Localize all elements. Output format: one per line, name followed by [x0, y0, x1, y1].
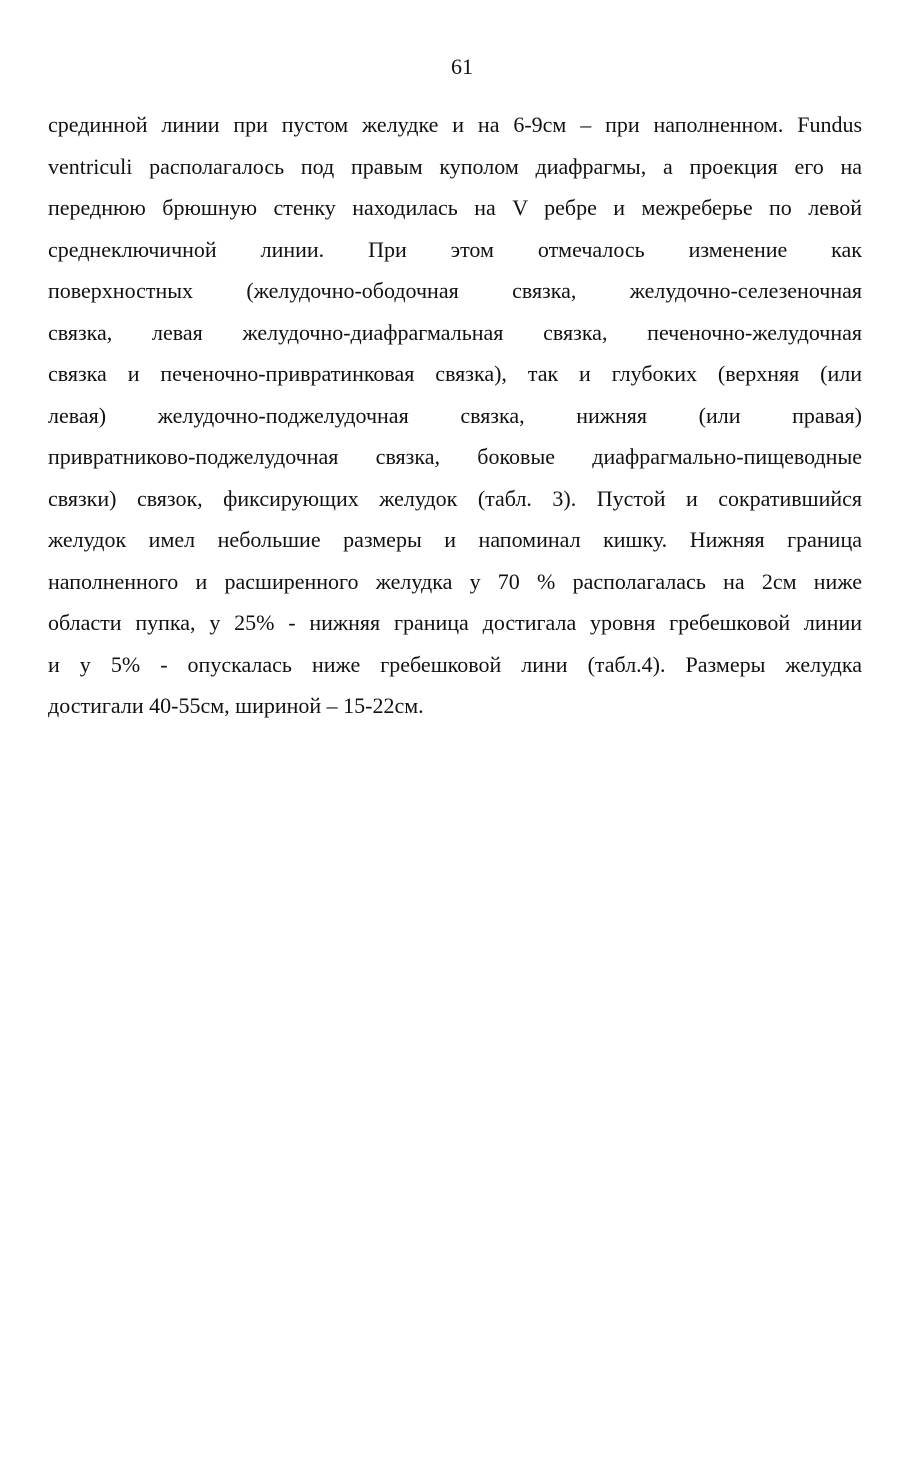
text-line: наполненного и расширенного желудка у 70 % располагалась на 2см ниже — [48, 568, 862, 594]
text-line: области пупка, у 25% - нижняя граница достигала уровня гребешковой линии — [48, 610, 862, 635]
text-line: желудок имел небольшие размеры и напоминал кишку. Нижняя граница — [48, 527, 862, 552]
text-line: связки) связок, фиксирующих желудок (табл. 3). Пустой и сократившийся — [48, 485, 862, 511]
text-line: среднеключичной линии. При этом отмечалось изменение как — [48, 236, 862, 262]
text-line: переднюю брюшную стенку находилась на V ребре и межреберье по левой — [48, 195, 862, 220]
body-paragraph — [48, 104, 862, 727]
page-number: 61 — [451, 54, 473, 79]
text-line: и у 5% - опускалась ниже гребешковой лини (табл.4). Размеры желудка — [48, 651, 862, 677]
text-line: срединной линии при пустом желудке и на 6-9см – при наполненном. Fundus — [48, 112, 862, 137]
text-line: привратниково-поджелудочная связка, боковые диафрагмально-пищеводные — [48, 444, 862, 469]
text-line: связка, левая желудочно-диафрагмальная связка, печеночно-желудочная — [48, 319, 862, 345]
text-line: поверхностных (желудочно-ободочная связка, желудочно-селезеночная — [48, 278, 862, 303]
text-line: ventriculi располагалось под правым куполом диафрагмы, а проекция его на — [48, 153, 862, 179]
text-line: связка и печеночно-привратинковая связка), так и глубоких (верхняя (или — [48, 361, 862, 386]
text-line: достигали 40-55см, шириной – 15-22см. — [48, 693, 424, 718]
text-line: левая) желудочно-поджелудочная связка, нижняя (или правая) — [48, 402, 862, 428]
